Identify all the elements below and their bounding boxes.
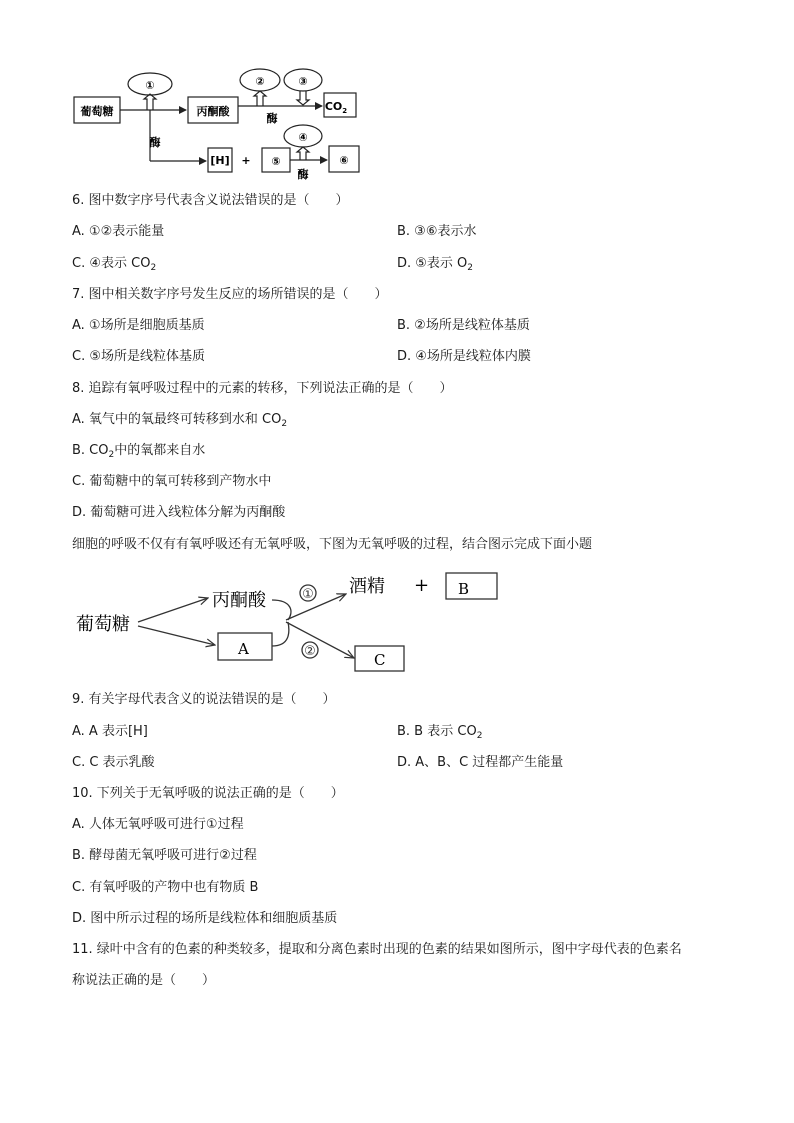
glucose-label: 葡萄糖: [80, 105, 114, 118]
oval-3-label: ③: [298, 75, 308, 88]
oval-1-label: ①: [145, 79, 155, 92]
box-5-label: ⑤: [271, 155, 281, 168]
alcohol-label: 酒精: [349, 576, 385, 597]
q6-option-c[interactable]: C. ④表示 $CO_2$: [72, 256, 157, 273]
q10-stem: 10. 下列关于无氧呼吸的说法正确的是（ ）: [72, 786, 344, 801]
q9-option-a[interactable]: A. A 表示[H]: [72, 724, 148, 739]
q6-option-b[interactable]: B. ③⑥表示水: [397, 224, 477, 239]
q7-option-b[interactable]: B. ②场所是线粒体基质: [397, 318, 530, 333]
q8-option-a[interactable]: A. 氧气中的氧最终可转移到水和 $CO_2$: [72, 412, 288, 429]
q8-option-c[interactable]: C. 葡萄糖中的氧可转移到产物水中: [72, 474, 272, 489]
enzyme-label-3: 酶: [297, 168, 309, 181]
box-a-label: A: [238, 640, 249, 658]
q11-stem-line2: 称说法正确的是（ ）: [72, 973, 216, 988]
q10-option-d[interactable]: D. 图中所示过程的场所是线粒体和细胞质基质: [72, 911, 338, 926]
q10-option-a[interactable]: A. 人体无氧呼吸可进行①过程: [72, 817, 244, 832]
q7-option-c[interactable]: C. ⑤场所是线粒体基质: [72, 349, 205, 364]
oval-2-label: ②: [255, 75, 265, 88]
box-6-label: ⑥: [339, 154, 349, 167]
aerobic-respiration-diagram: [0, 0, 794, 190]
oval-4-label: ④: [298, 131, 308, 144]
plus-label: +: [241, 154, 251, 167]
q8-option-b[interactable]: B. $CO_2$中的氧都来自水: [72, 443, 206, 460]
h-label: [H]: [210, 154, 230, 167]
q10-option-c[interactable]: C. 有氧呼吸的产物中也有物质 B: [72, 880, 259, 895]
box-b-label: B: [458, 580, 470, 598]
q9-option-b[interactable]: B. B 表示 $CO_2$: [397, 724, 483, 741]
pyruvate-label: 丙酮酸: [196, 105, 230, 118]
q6-stem: 6. 图中数字序号代表含义说法错误的是（ ）: [72, 193, 349, 208]
q8-stem: 8. 追踪有氧呼吸过程中的元素的转移，下列说法正确的是（ ）: [72, 381, 453, 396]
q7-option-a[interactable]: A. ①场所是细胞质基质: [72, 318, 205, 333]
q9-option-d[interactable]: D. A、B、C 过程都产生能量: [397, 755, 564, 770]
q9-stem: 9. 有关字母代表含义的说法错误的是（ ）: [72, 692, 336, 707]
pyruvate-label-2: 丙酮酸: [212, 590, 266, 611]
enzyme-label-2: 酶: [266, 112, 278, 125]
q10-option-b[interactable]: B. 酵母菌无氧呼吸可进行②过程: [72, 848, 257, 863]
q11-stem-line1: 11. 绿叶中含有的色素的种类较多，提取和分离色素时出现的色素的结果如图所示，图中字母代表的色素名: [72, 942, 682, 957]
q6-option-d[interactable]: D. ⑤表示 $O_2$: [397, 256, 474, 273]
glucose-label-2: 葡萄糖: [76, 614, 130, 635]
circle-1-label: ①: [302, 587, 314, 602]
plus-label-2: +: [414, 575, 430, 596]
box-b: [446, 573, 497, 599]
circle-2-label: ②: [304, 644, 316, 659]
q9-option-c[interactable]: C. C 表示乳酸: [72, 755, 155, 770]
anaerobic-respiration-diagram: [0, 560, 794, 680]
q6-option-a[interactable]: A. ①②表示能量: [72, 224, 165, 239]
box-c-label: C: [374, 651, 386, 669]
q7-stem: 7. 图中相关数字序号发生反应的场所错误的是（ ）: [72, 287, 388, 302]
q7-option-d[interactable]: D. ④场所是线粒体内膜: [397, 349, 531, 364]
co2-label: $CO_2$: [324, 100, 348, 115]
section-intro: 细胞的呼吸不仅有有氧呼吸还有无氧呼吸，下图为无氧呼吸的过程，结合图示完成下面小题: [72, 537, 593, 552]
enzyme-label-1: 酶: [149, 136, 161, 149]
q8-option-d[interactable]: D. 葡萄糖可进入线粒体分解为丙酮酸: [72, 505, 286, 520]
